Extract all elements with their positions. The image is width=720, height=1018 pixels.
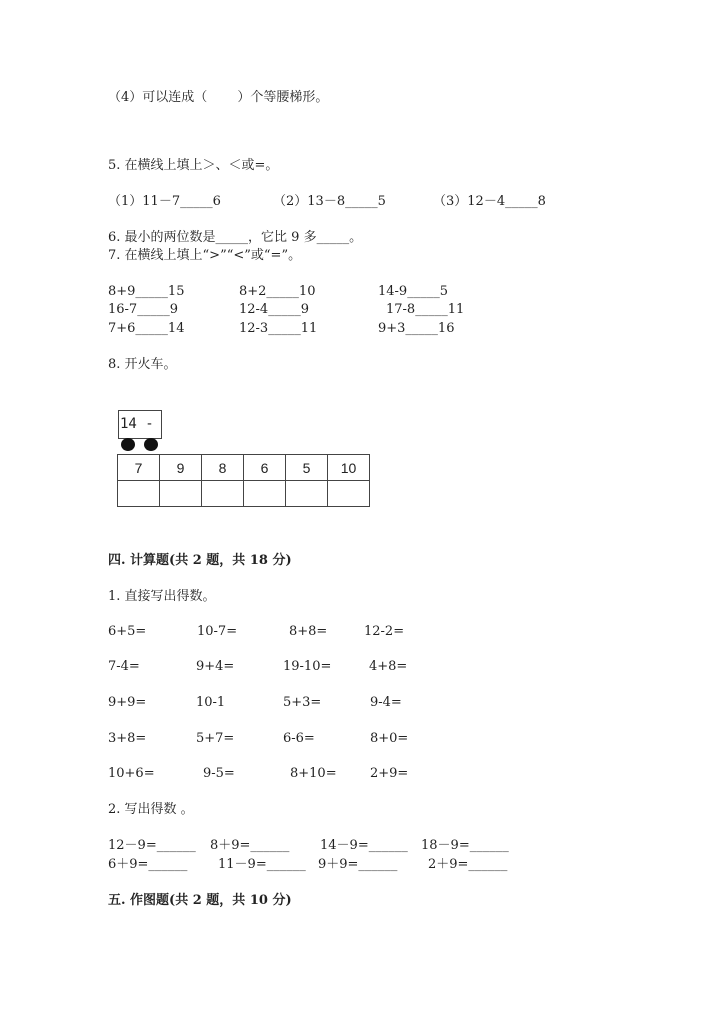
car-number: 7 xyxy=(118,455,160,481)
calc-item: 14－9=______ xyxy=(320,838,408,853)
wheel-icon xyxy=(144,438,158,451)
s4-q1-title: 1. 直接写出得数。 xyxy=(108,589,216,604)
calc-item: 5+3= xyxy=(283,695,322,710)
calc-item: 9+4= xyxy=(196,659,235,674)
q8-title: 8. 开火车。 xyxy=(108,357,177,372)
calc-item: 12-2= xyxy=(364,624,405,639)
calc-item: 3+8= xyxy=(108,731,147,746)
calc-item: 8+10= xyxy=(290,766,337,781)
calc-item: 19-10= xyxy=(283,659,332,674)
q6-text: 6. 最小的两位数是_____，它比 9 多_____。 xyxy=(108,230,363,245)
q4-item4: （4）可以连成（ ）个等腰梯形。 xyxy=(108,90,329,105)
q5-item: （3）12－4_____8 xyxy=(433,194,546,209)
calc-item: 9-5= xyxy=(203,766,235,781)
calc-item: 6-6= xyxy=(283,731,315,746)
calc-item: 6+5= xyxy=(108,624,147,639)
q7-item: 8+2_____10 xyxy=(239,284,316,299)
car-number: 8 xyxy=(202,455,244,481)
q7-item: 16-7_____9 xyxy=(108,302,178,317)
q7-item: 14-9_____5 xyxy=(378,284,448,299)
calc-item: 9＋9=______ xyxy=(318,857,398,872)
answer-cell[interactable] xyxy=(286,481,328,507)
q5-item: （1）11－7_____6 xyxy=(108,194,221,209)
calc-item: 10-1 xyxy=(196,695,226,710)
section4-title: 四. 计算题(共 2 题，共 18 分) xyxy=(108,553,292,568)
calc-item: 9-4= xyxy=(370,695,402,710)
q7-item: 9+3_____16 xyxy=(378,321,455,336)
calc-item: 2+9= xyxy=(370,766,409,781)
s4-q2-title: 2. 写出得数 。 xyxy=(108,802,194,817)
calc-item: 7-4= xyxy=(108,659,140,674)
train-cars-table xyxy=(117,454,370,507)
calc-item: 9+9= xyxy=(108,695,147,710)
q5-title: 5. 在横线上填上＞、＜或=。 xyxy=(108,158,279,173)
calc-item: 11－9=______ xyxy=(218,857,306,872)
q7-title: 7. 在横线上填上“>”“<”或“=”。 xyxy=(108,248,302,263)
car-number: 6 xyxy=(244,455,286,481)
calc-item: 8+0= xyxy=(370,731,409,746)
calc-item: 12－9=______ xyxy=(108,838,196,853)
q7-item: 12-4_____9 xyxy=(239,302,309,317)
q7-item: 7+6_____14 xyxy=(108,321,185,336)
calc-item: 2＋9=______ xyxy=(428,857,508,872)
calc-item: 5+7= xyxy=(196,731,235,746)
section5-title: 五. 作图题(共 2 题，共 10 分) xyxy=(108,893,292,908)
calc-item: 18－9=______ xyxy=(421,838,509,853)
q7-item: 12-3_____11 xyxy=(239,321,318,336)
calc-item: 8+8= xyxy=(289,624,328,639)
answer-cell[interactable] xyxy=(202,481,244,507)
car-number: 5 xyxy=(286,455,328,481)
q7-item: 17-8_____11 xyxy=(386,302,465,317)
calc-item: 10-7= xyxy=(197,624,238,639)
calc-item: 6＋9=______ xyxy=(108,857,188,872)
answer-cell[interactable] xyxy=(118,481,160,507)
car-number: 10 xyxy=(328,455,370,481)
wheel-icon xyxy=(121,438,135,451)
train-engine: 14 - xyxy=(118,410,162,439)
q5-item: （2）13－8_____5 xyxy=(273,194,386,209)
answer-cell[interactable] xyxy=(328,481,370,507)
q7-item: 8+9_____15 xyxy=(108,284,185,299)
answer-cell[interactable] xyxy=(160,481,202,507)
answer-cell[interactable] xyxy=(244,481,286,507)
calc-item: 10+6= xyxy=(108,766,155,781)
calc-item: 8＋9=______ xyxy=(210,838,290,853)
calc-item: 4+8= xyxy=(369,659,408,674)
car-number: 9 xyxy=(160,455,202,481)
